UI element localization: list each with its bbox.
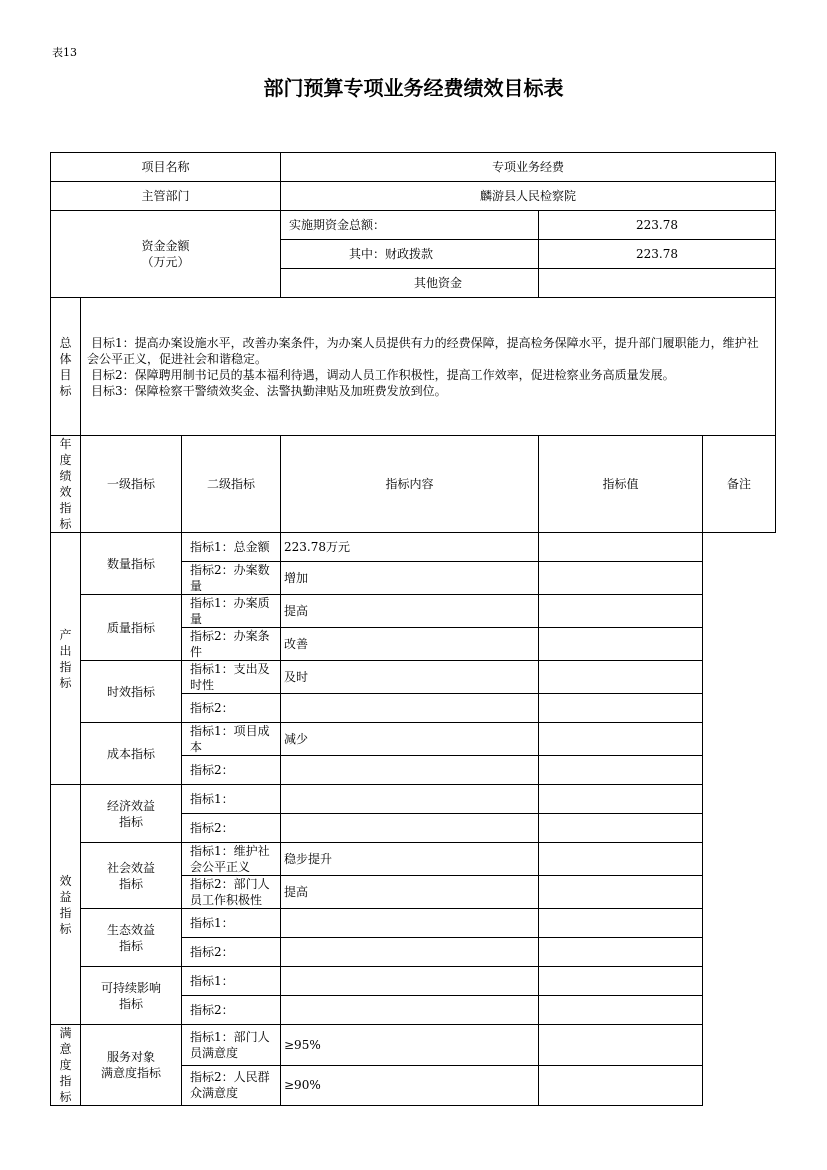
table-row xyxy=(51,661,776,694)
dept-value: 麟游县人民检察院 xyxy=(281,182,776,211)
indicator-note xyxy=(539,996,703,1025)
indicator-note xyxy=(539,756,703,785)
table-number: 表13 xyxy=(52,46,77,59)
funds-total-value: 223.78 xyxy=(539,211,776,240)
indicator-content: 指标2： xyxy=(182,694,281,723)
header-level1: 一级指标 xyxy=(81,436,182,533)
indicator-content: 指标1： xyxy=(182,967,281,996)
indicator-value: 稳步提升 xyxy=(281,843,539,876)
funds-total-label: 实施期资金总额： xyxy=(281,211,539,240)
funds-label-line2: （万元） xyxy=(141,255,190,269)
indicator-value: 改善 xyxy=(281,628,539,661)
header-note: 备注 xyxy=(703,436,776,533)
table-row xyxy=(51,1025,776,1066)
goal-3: 目标3：保障检察干警绩效奖金、法警执勤津贴及加班费发放到位。 xyxy=(91,383,447,398)
level2-indicator: 生态效益 指标 xyxy=(81,909,182,967)
indicator-note xyxy=(539,661,703,694)
indicator-value: ≥95% xyxy=(281,1025,539,1066)
indicator-value: 减少 xyxy=(281,723,539,756)
indicator-note xyxy=(539,967,703,996)
overall-goals xyxy=(81,298,776,436)
indicator-value xyxy=(281,967,539,996)
indicator-note xyxy=(539,723,703,756)
funds-label-line1: 资金金额 xyxy=(141,239,190,253)
indicator-content: 指标1：部门人员满意度 xyxy=(182,1025,281,1066)
indicator-note xyxy=(539,938,703,967)
indicator-note xyxy=(539,533,703,562)
indicator-rows xyxy=(51,533,776,1106)
indicator-note xyxy=(539,595,703,628)
indicator-value: 增加 xyxy=(281,562,539,595)
indicator-content: 指标2：办案条件 xyxy=(182,628,281,661)
funds-other-value xyxy=(539,269,776,298)
indicator-value: 提高 xyxy=(281,876,539,909)
goal-2: 目标2：保障聘用制书记员的基本福利待遇，调动人员工作积极性，提高工作效率，促进检察业务高质量发展。 xyxy=(91,367,675,382)
level2-indicator: 质量指标 xyxy=(81,595,182,661)
funds-label xyxy=(51,211,281,298)
level2-indicator: 成本指标 xyxy=(81,723,182,785)
indicator-content: 指标2： xyxy=(182,756,281,785)
indicator-value xyxy=(281,814,539,843)
indicator-content: 指标1：办案质量 xyxy=(182,595,281,628)
table-row xyxy=(51,785,776,814)
indicator-content: 指标1：项目成本 xyxy=(182,723,281,756)
overall-goal-label: 总 体 目 标 xyxy=(51,298,81,436)
indicator-note xyxy=(539,694,703,723)
indicator-note xyxy=(539,1025,703,1066)
performance-table xyxy=(50,152,776,1106)
indicator-content: 指标2：部门人员工作积极性 xyxy=(182,876,281,909)
indicator-value xyxy=(281,756,539,785)
table-row xyxy=(51,533,776,562)
indicator-value: 提高 xyxy=(281,595,539,628)
level2-indicator: 可持续影响 指标 xyxy=(81,967,182,1025)
level2-indicator: 经济效益 指标 xyxy=(81,785,182,843)
indicator-content: 指标1：总金额 xyxy=(182,533,281,562)
table-row xyxy=(51,723,776,756)
indicator-value xyxy=(281,996,539,1025)
level2-indicator: 服务对象 满意度指标 xyxy=(81,1025,182,1106)
indicator-note xyxy=(539,628,703,661)
indicator-content: 指标2： xyxy=(182,938,281,967)
output-indicator-label: 产 出 指 标 xyxy=(51,533,81,785)
level2-indicator: 时效指标 xyxy=(81,661,182,723)
table-row xyxy=(51,909,776,938)
indicator-content: 指标1：维护社会公平正义 xyxy=(182,843,281,876)
funds-fiscal-value: 223.78 xyxy=(539,240,776,269)
indicator-note xyxy=(539,909,703,938)
header-content: 指标内容 xyxy=(281,436,539,533)
header-value: 指标值 xyxy=(539,436,703,533)
indicator-value xyxy=(281,785,539,814)
indicator-content: 指标1：支出及时性 xyxy=(182,661,281,694)
header-level2: 二级指标 xyxy=(182,436,281,533)
indicator-value xyxy=(281,909,539,938)
indicator-content: 指标2：人民群众满意度 xyxy=(182,1065,281,1106)
indicator-content: 指标2： xyxy=(182,996,281,1025)
indicator-content: 指标2： xyxy=(182,814,281,843)
indicator-value xyxy=(281,938,539,967)
indicator-value: ≥90% xyxy=(281,1065,539,1106)
table-row xyxy=(51,967,776,996)
table-row xyxy=(51,843,776,876)
indicator-content: 指标1： xyxy=(182,785,281,814)
goal-1: 目标1：提高办案设施水平，改善办案条件，为办案人员提供有力的经费保障，提高检务保障水平，提升部门履职能力，维护社会公平正义，促进社会和谐稳定。 xyxy=(87,335,759,366)
indicator-note xyxy=(539,843,703,876)
level2-indicator: 社会效益 指标 xyxy=(81,843,182,909)
indicator-value: 223.78万元 xyxy=(281,533,539,562)
funds-other-label: 其他资金 xyxy=(281,269,539,298)
indicator-content: 指标1： xyxy=(182,909,281,938)
indicator-note xyxy=(539,562,703,595)
funds-fiscal-label: 其中：财政拨款 xyxy=(281,240,539,269)
indicator-note xyxy=(539,785,703,814)
project-name-label: 项目名称 xyxy=(51,153,281,182)
satisfaction-indicator-label: 满意度指标 xyxy=(51,1025,81,1106)
benefit-indicator-label: 效 益 指 标 xyxy=(51,785,81,1025)
dept-label: 主管部门 xyxy=(51,182,281,211)
page-title: 部门预算专项业务经费绩效目标表 xyxy=(263,76,564,100)
indicator-note xyxy=(539,876,703,909)
level2-indicator: 数量指标 xyxy=(81,533,182,595)
indicator-content: 指标2：办案数量 xyxy=(182,562,281,595)
indicator-value xyxy=(281,694,539,723)
project-name-value: 专项业务经费 xyxy=(281,153,776,182)
indicator-note xyxy=(539,1065,703,1106)
annual-indicator-label: 年 度 绩 效 指 标 xyxy=(51,436,81,533)
indicator-note xyxy=(539,814,703,843)
table-row xyxy=(51,595,776,628)
indicator-value: 及时 xyxy=(281,661,539,694)
